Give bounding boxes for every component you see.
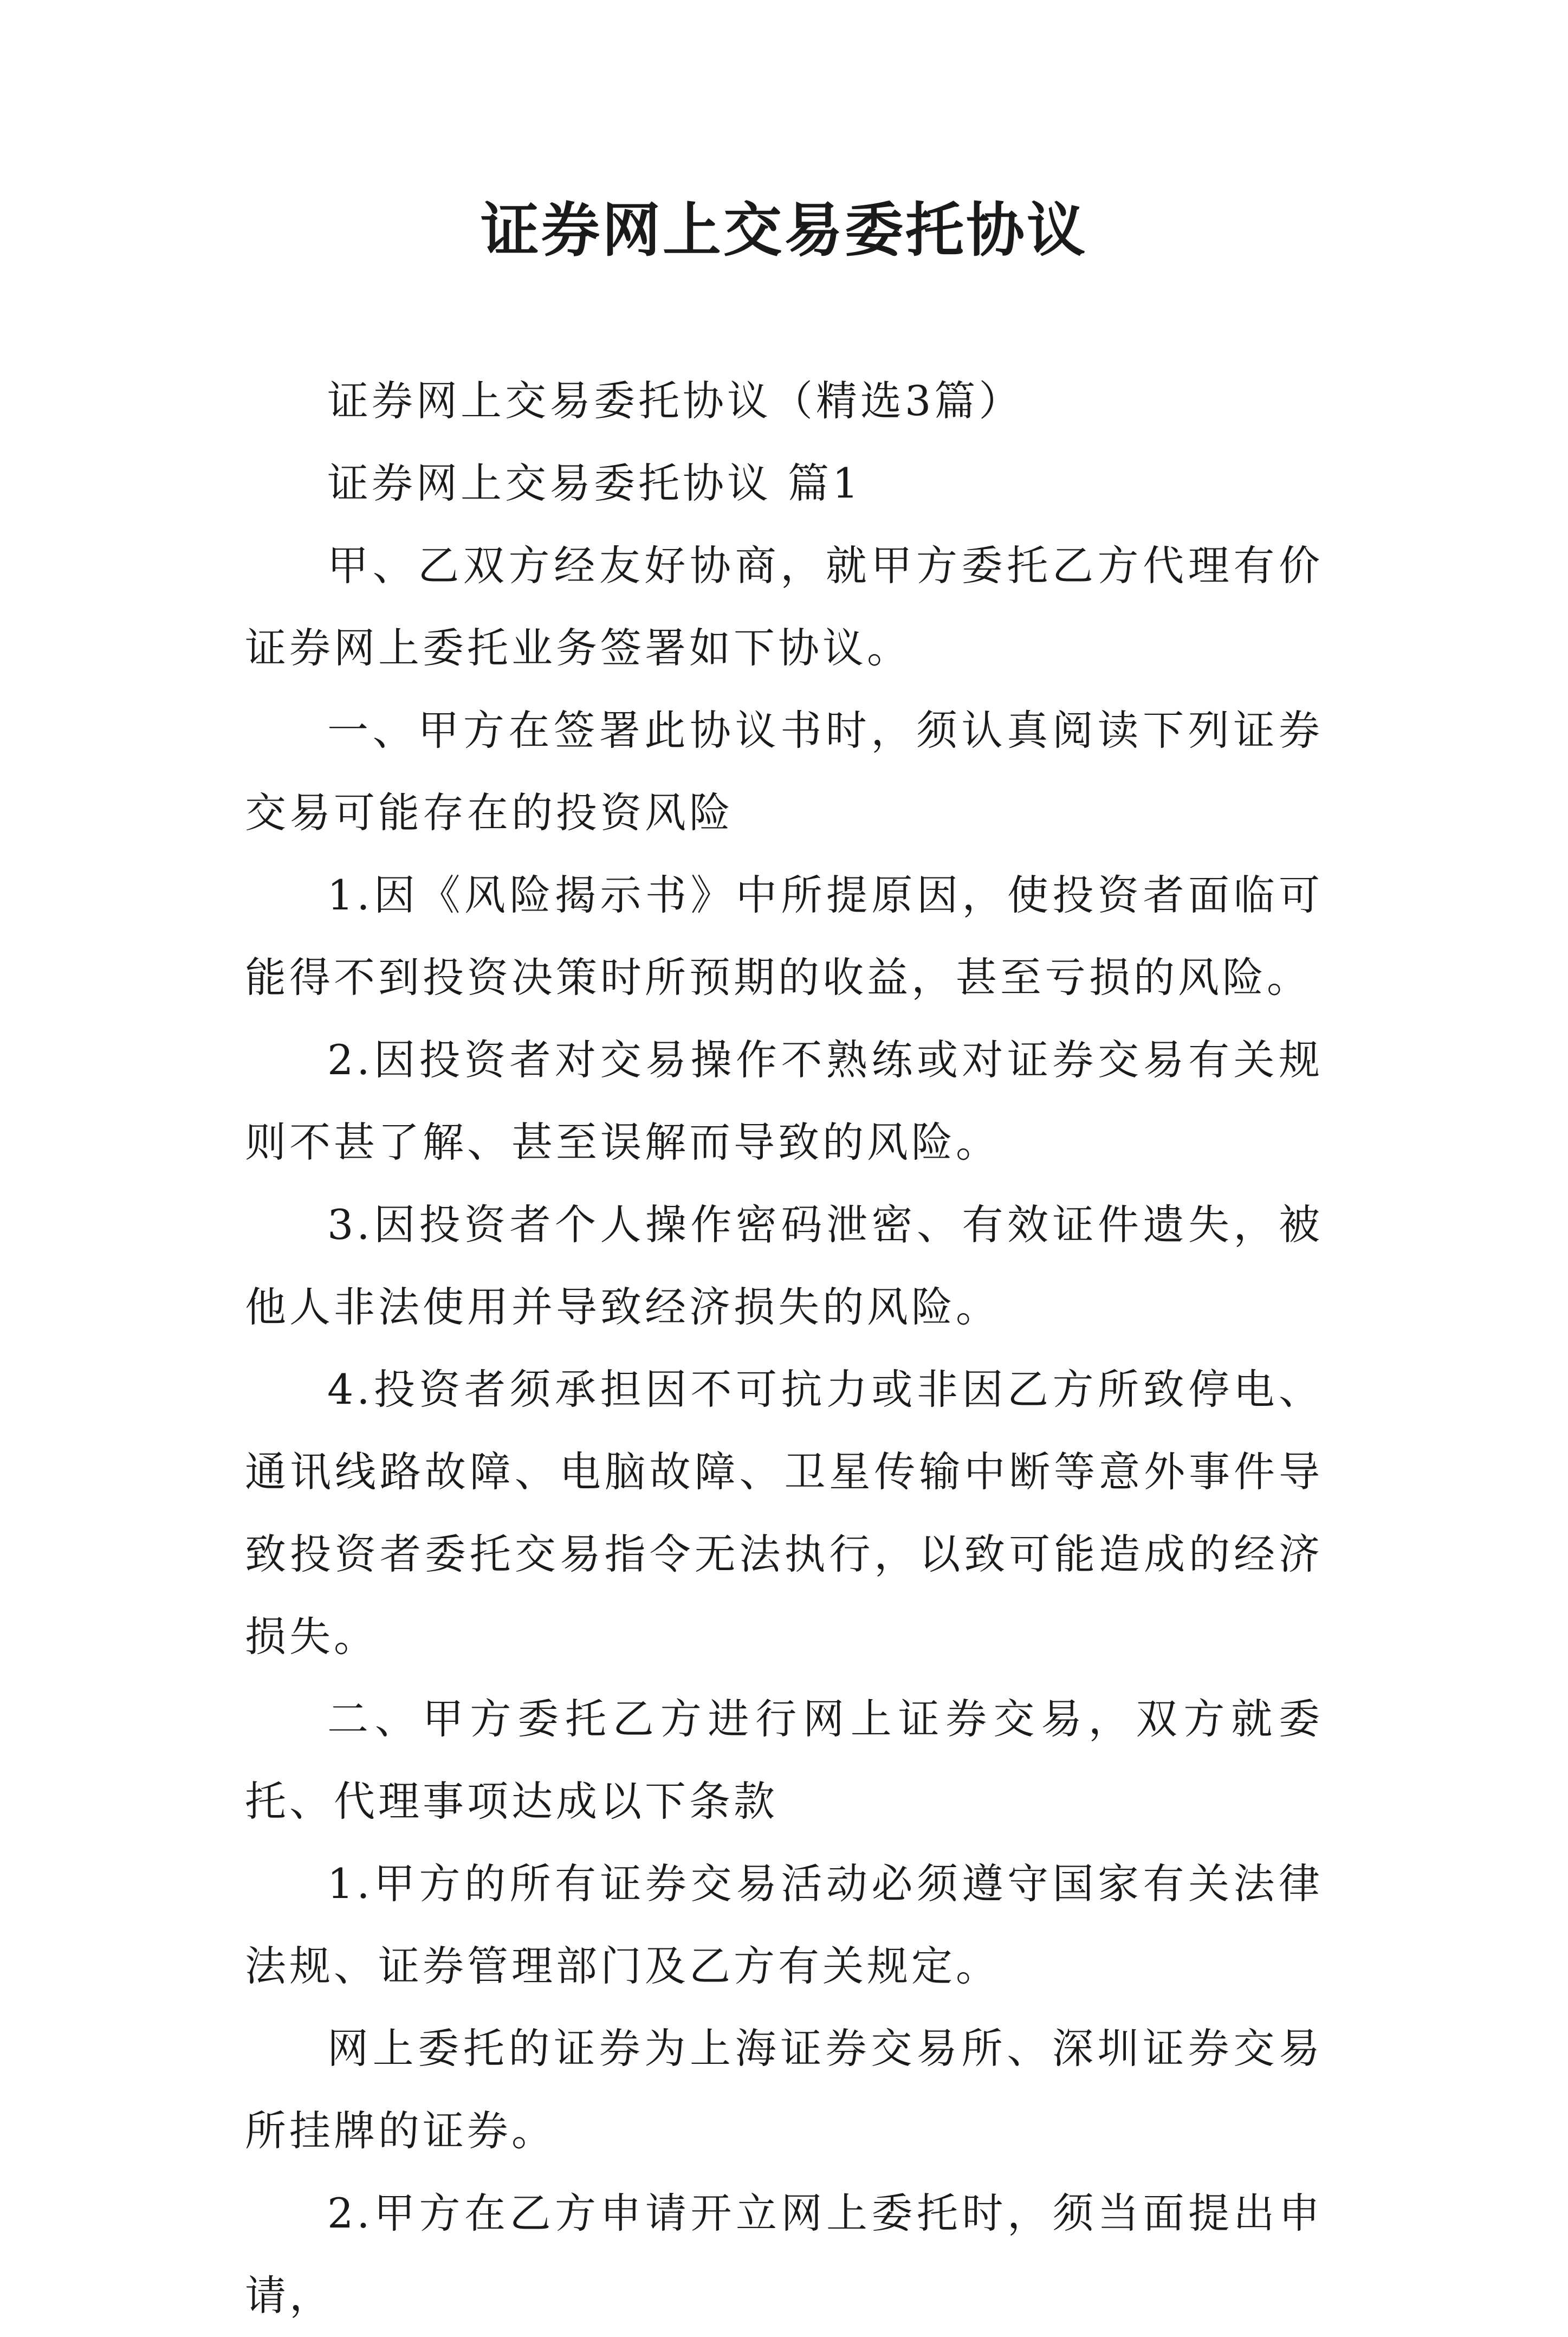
document-title: 证券网上交易委托协议 bbox=[480, 196, 1087, 264]
risk-item-1: 1.因《风险揭示书》中所提原因，使投资者面临可能得不到投资决策时所预期的收益，甚至亏损的风险。 bbox=[245, 871, 1323, 1002]
risk-item-4: 4.投资者须承担因不可抗力或非因乙方所致停电、通讯线路故障、电脑故障、卫星传输中断等意外事件导致投资者委托交易指令无法执行，以致可能造成的经济损失。 bbox=[245, 1365, 1323, 1661]
term-item-1: 1.甲方的所有证券交易活动必须遵守国家有关法律法规、证券管理部门及乙方有关规定。 bbox=[245, 1860, 1323, 1990]
section-heading-paragraph: 证券网上交易委托协议 篇1 bbox=[327, 459, 862, 507]
risk-item-2: 2.因投资者对交易操作不熟练或对证券交易有关规则不甚了解、甚至误解而导致的风险。 bbox=[245, 1036, 1323, 1166]
subtitle-paragraph: 证券网上交易委托协议（精选3篇） bbox=[327, 377, 1023, 425]
term-item-2: 2.甲方在乙方申请开立网上委托时，须当面提出申请， bbox=[245, 2189, 1323, 2320]
document-body bbox=[245, 360, 1323, 2337]
risk-item-3: 3.因投资者个人操作密码泄密、有效证件遗失，被他人非法使用并导致经济损失的风险。 bbox=[245, 1200, 1323, 1331]
intro-paragraph: 甲、乙双方经友好协商，就甲方委托乙方代理有价证券网上委托业务签署如下协议。 bbox=[245, 541, 1323, 672]
term-item-1-continued: 网上委托的证券为上海证券交易所、深圳证券交易所挂牌的证券。 bbox=[245, 2024, 1323, 2155]
clause-two-heading: 二、甲方委托乙方进行网上证券交易，双方就委托、代理事项达成以下条款 bbox=[245, 1695, 1323, 1825]
clause-one-heading: 一、甲方在签署此协议书时，须认真阅读下列证券交易可能存在的投资风险 bbox=[245, 706, 1323, 837]
